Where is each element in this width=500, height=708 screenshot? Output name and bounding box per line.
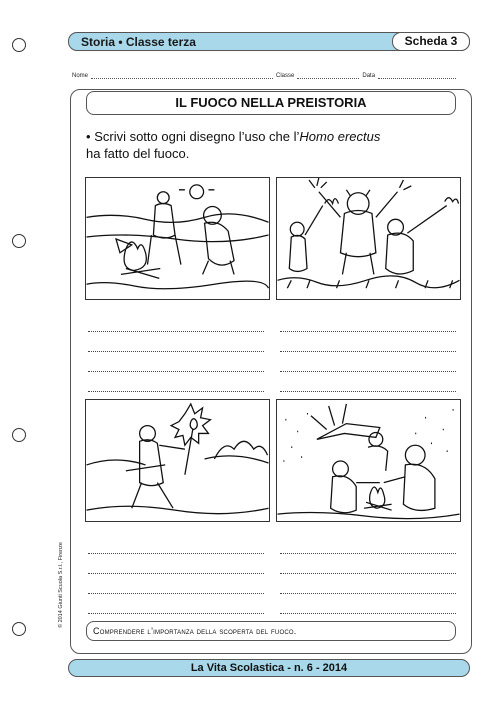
answer-lines[interactable]	[280, 534, 456, 614]
answer-line[interactable]	[88, 372, 264, 392]
name-field[interactable]	[91, 73, 273, 79]
page-title: IL FUOCO NELLA PREISTORIA	[86, 91, 456, 115]
answer-line[interactable]	[280, 534, 456, 554]
copyright-text: © 2014 Giunti Scuola S.r.l., Firenze	[58, 542, 64, 628]
answer-line[interactable]	[280, 332, 456, 352]
answer-line[interactable]	[88, 594, 264, 614]
scaring-animal-illustration	[276, 177, 461, 300]
answer-line[interactable]	[88, 534, 264, 554]
binder-hole	[12, 234, 26, 248]
cooking-fire-illustration	[85, 177, 270, 300]
date-field[interactable]	[378, 73, 456, 79]
binder-hole	[12, 428, 26, 442]
instruction-italic: Homo erectus	[299, 129, 381, 144]
answer-line[interactable]	[280, 352, 456, 372]
answer-line[interactable]	[280, 594, 456, 614]
answer-lines[interactable]	[88, 534, 264, 614]
answer-line[interactable]	[88, 332, 264, 352]
subject-label: Storia • Classe terza	[81, 35, 196, 49]
answer-line[interactable]	[280, 574, 456, 594]
answer-line[interactable]	[280, 372, 456, 392]
binder-hole	[12, 622, 26, 636]
warming-fire-illustration	[276, 399, 461, 522]
instruction-part-2: ha fatto del fuoco.	[86, 146, 190, 161]
answer-line[interactable]	[88, 574, 264, 594]
instruction-part-1: Scrivi sotto ogni disegno l’uso che l’	[94, 129, 300, 144]
header-bar	[68, 32, 470, 51]
answer-line[interactable]	[88, 352, 264, 372]
sheet-label: Scheda 3	[392, 32, 470, 51]
class-label: Classe	[276, 73, 295, 79]
answer-line[interactable]	[88, 554, 264, 574]
student-fields	[72, 67, 470, 79]
binder-hole	[12, 38, 26, 52]
footer-bar: La Vita Scolastica - n. 6 - 2014	[68, 659, 470, 677]
answer-line[interactable]	[88, 312, 264, 332]
class-field[interactable]	[297, 73, 359, 79]
torch-light-illustration	[85, 399, 270, 522]
answer-line[interactable]	[280, 312, 456, 332]
learning-goal: Comprendere l’importanza della scoperta del fuoco.	[86, 621, 456, 641]
name-label: Nome	[72, 73, 89, 79]
answer-lines[interactable]	[88, 312, 264, 392]
date-label: Data	[362, 73, 376, 79]
answer-line[interactable]	[280, 554, 456, 574]
bullet: •	[86, 129, 91, 144]
answer-lines[interactable]	[280, 312, 456, 392]
instruction-text	[86, 128, 466, 162]
